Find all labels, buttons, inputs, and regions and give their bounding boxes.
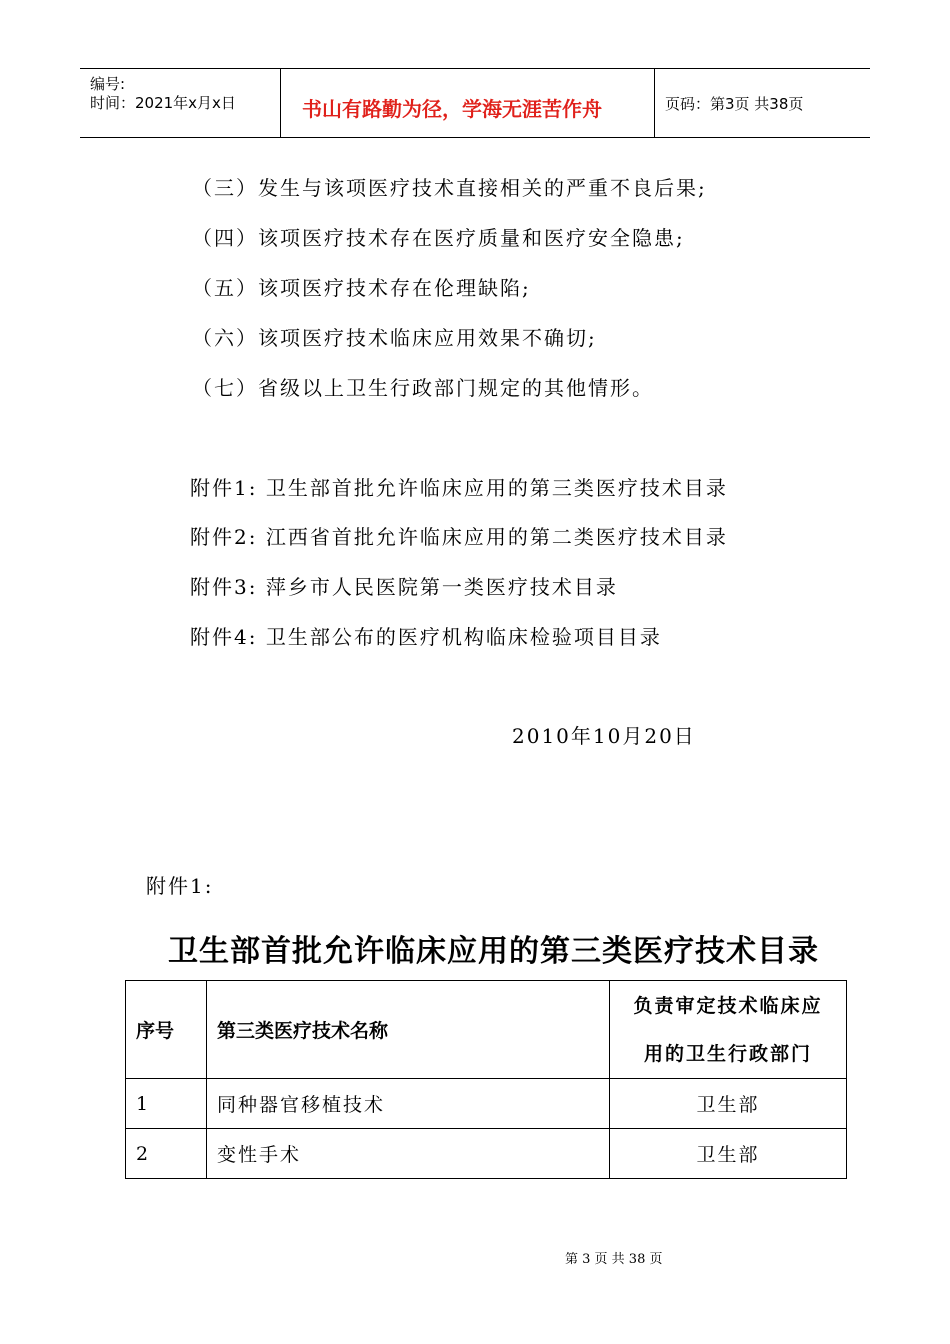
header-name: 第三类医疗技术名称 (207, 981, 610, 1079)
condition-item: （五）该项医疗技术存在伦理缺陷; (192, 276, 531, 300)
attachment-item: 附件2: 江西省首批允许临床应用的第二类医疗技术目录 (190, 525, 728, 549)
header-dept (610, 981, 847, 1079)
header-divider (654, 69, 655, 137)
attachment-item: 附件4: 卫生部公布的医疗机构临床检验项目目录 (190, 625, 662, 649)
page-label: 页码：第3页 共38页 (665, 95, 804, 113)
appendix-label: 附件1: (146, 874, 214, 898)
header-number: 序号 (126, 981, 207, 1079)
row-number: 2 (126, 1129, 207, 1179)
row-dept: 卫生部 (610, 1079, 847, 1129)
condition-item: （三）发生与该项医疗技术直接相关的严重不良后果; (192, 176, 707, 200)
condition-item: （六）该项医疗技术临床应用效果不确切; (192, 326, 597, 350)
row-name: 同种器官移植技术 (207, 1079, 610, 1129)
appendix-title: 卫生部首批允许临床应用的第三类医疗技术目录 (168, 934, 819, 969)
attachment-item: 附件1: 卫生部首批允许临床应用的第三类医疗技术目录 (190, 476, 728, 500)
attachment-item: 附件3: 萍乡市人民医院第一类医疗技术目录 (190, 575, 618, 599)
condition-item: （四）该项医疗技术存在医疗质量和医疗安全隐患; (192, 226, 685, 250)
header-dept-line2: 用的卫生行政部门 (643, 1042, 812, 1065)
header-dept-line1: 负责审定技术临床应 (633, 994, 823, 1017)
page-footer: 第 3 页 共 38 页 (565, 1252, 663, 1267)
document-date: 2010年10月20日 (512, 724, 696, 748)
time-label: 时间：2021年x月x日 (90, 94, 236, 112)
header-motto: 书山有路勤为径，学海无涯苦作舟 (302, 97, 602, 121)
row-number: 1 (126, 1079, 207, 1129)
condition-item: （七）省级以上卫生行政部门规定的其他情形。 (192, 376, 654, 400)
header-divider (280, 69, 281, 137)
table-row (126, 1079, 847, 1129)
row-name: 变性手术 (207, 1129, 610, 1179)
technology-table (125, 980, 847, 1179)
table-row (126, 1129, 847, 1179)
table-header-row (126, 981, 847, 1079)
page-header (80, 68, 870, 138)
number-label: 编号: (90, 75, 126, 93)
row-dept: 卫生部 (610, 1129, 847, 1179)
